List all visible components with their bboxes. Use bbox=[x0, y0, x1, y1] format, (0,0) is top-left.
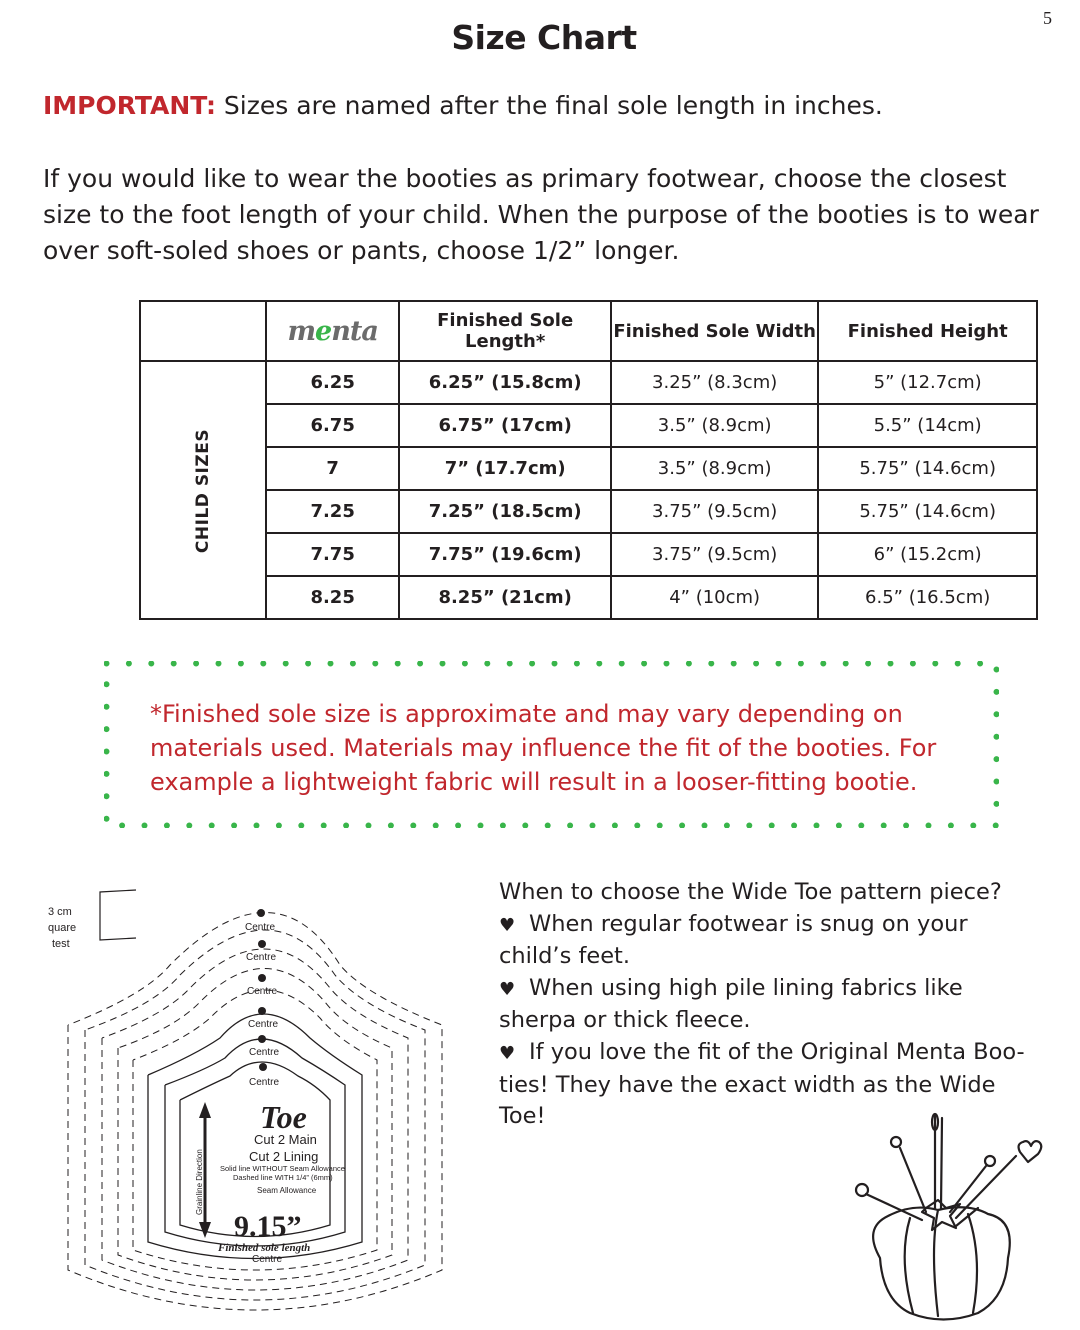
svg-text:Cut 2 Lining: Cut 2 Lining bbox=[249, 1149, 319, 1164]
svg-text:Grainline Direction: Grainline Direction bbox=[195, 1149, 204, 1215]
svg-text:Centre: Centre bbox=[246, 952, 277, 963]
page-number: 5 bbox=[1043, 8, 1052, 28]
toe-pattern-illustration bbox=[40, 880, 480, 1320]
width-cell: 3.25” (8.3cm) bbox=[611, 361, 818, 404]
svg-text:quare: quare bbox=[48, 922, 77, 934]
intro-paragraph: If you would like to wear the booties as primary footwear, choose the closest size to the foot length of your child. When the purpose of the booties is to wear over soft-soled shoes or pants, choose 1/2” longer. bbox=[43, 164, 1039, 265]
height-cell: 5.75” (14.6cm) bbox=[818, 490, 1037, 533]
important-label: IMPORTANT: bbox=[43, 91, 216, 120]
height-cell: 5.75” (14.6cm) bbox=[818, 447, 1037, 490]
menta-logo: menta bbox=[266, 301, 399, 361]
size-cell: 7 bbox=[266, 447, 399, 490]
svg-text:Centre: Centre bbox=[247, 986, 278, 997]
size-cell: 7.75 bbox=[266, 533, 399, 576]
size-cell: 7.25 bbox=[266, 490, 399, 533]
width-cell: 3.75” (9.5cm) bbox=[611, 490, 818, 533]
length-cell: 6.75” (17cm) bbox=[399, 404, 611, 447]
height-cell: 5.5” (14cm) bbox=[818, 404, 1037, 447]
header-sole-width: Finished Sole Width bbox=[611, 301, 818, 361]
height-cell: 6.5” (16.5cm) bbox=[818, 576, 1037, 619]
table-header-row bbox=[140, 301, 1037, 361]
width-cell: 3.5” (8.9cm) bbox=[611, 404, 818, 447]
header-sole-length: Finished Sole Length* bbox=[399, 301, 611, 361]
height-cell: 5” (12.7cm) bbox=[818, 361, 1037, 404]
width-cell: 4” (10cm) bbox=[611, 576, 818, 619]
svg-text:Centre: Centre bbox=[252, 1254, 283, 1265]
table-row bbox=[140, 576, 1037, 619]
size-cell: 6.25 bbox=[266, 361, 399, 404]
table-corner-cell bbox=[140, 301, 266, 361]
svg-text:Centre: Centre bbox=[248, 1019, 279, 1030]
svg-text:Centre: Centre bbox=[249, 1047, 280, 1058]
height-cell: 6” (15.2cm) bbox=[818, 533, 1037, 576]
length-cell: 7.75” (19.6cm) bbox=[399, 533, 611, 576]
child-sizes-label: CHILD SIZES bbox=[193, 428, 214, 553]
length-cell: 6.25” (15.8cm) bbox=[399, 361, 611, 404]
wide-toe-bullet: ♥ When regular footwear is snug on your child’s feet. bbox=[499, 910, 968, 970]
page-title: Size Chart bbox=[451, 18, 637, 57]
wide-toe-bullet: ♥ When using high pile lining fabrics like sherpa or thick fleece. bbox=[499, 974, 963, 1034]
heart-icon: ♥ bbox=[499, 978, 516, 1000]
header-height: Finished Height bbox=[818, 301, 1037, 361]
wide-toe-question: When to choose the Wide Toe pattern piece? bbox=[499, 879, 1002, 905]
width-cell: 3.5” (8.9cm) bbox=[611, 447, 818, 490]
svg-text:test: test bbox=[52, 938, 70, 950]
pincushion-icon bbox=[838, 1108, 1048, 1323]
size-chart-table bbox=[139, 300, 1038, 620]
svg-text:Finished sole length: Finished sole length bbox=[218, 1242, 311, 1254]
length-cell: 7.25” (18.5cm) bbox=[399, 490, 611, 533]
important-text: Sizes are named after the final sole length in inches. bbox=[215, 91, 883, 120]
svg-text:Cut 2 Main: Cut 2 Main bbox=[254, 1132, 317, 1147]
table-row bbox=[140, 447, 1037, 490]
wide-toe-section bbox=[499, 877, 1039, 1133]
svg-text:Solid line WITHOUT Seam Allowa: Solid line WITHOUT Seam Allowance bbox=[220, 1164, 345, 1173]
heart-icon: ♥ bbox=[499, 1042, 516, 1064]
sole-size-note: *Finished sole size is approximate and may vary depending on materials used. Materials may influence the fit of the booties. For example a lightweight fabric will result in a looser-fitting bootie. bbox=[150, 700, 937, 796]
table-row bbox=[140, 490, 1037, 533]
child-sizes-label-cell bbox=[140, 361, 266, 619]
length-cell: 7” (17.7cm) bbox=[399, 447, 611, 490]
svg-text:Centre: Centre bbox=[249, 1077, 280, 1088]
important-note bbox=[43, 90, 883, 122]
table-row bbox=[140, 404, 1037, 447]
svg-text:Centre: Centre bbox=[245, 922, 276, 933]
svg-text:9.15”: 9.15” bbox=[234, 1210, 302, 1243]
wide-toe-bullet: ♥ If you love the fit of the Original Menta Boo-ties! They have the exact width as the Wide Toe! bbox=[499, 1038, 1025, 1130]
svg-text:3 cm: 3 cm bbox=[48, 906, 72, 918]
length-cell: 8.25” (21cm) bbox=[399, 576, 611, 619]
svg-text:Seam Allowance: Seam Allowance bbox=[257, 1186, 317, 1195]
svg-text:Dashed line WITH 1/4” (6mm): Dashed line WITH 1/4” (6mm) bbox=[233, 1173, 333, 1182]
size-cell: 8.25 bbox=[266, 576, 399, 619]
table-row bbox=[140, 533, 1037, 576]
heart-icon: ♥ bbox=[499, 914, 516, 936]
svg-text:Toe: Toe bbox=[260, 1099, 307, 1135]
size-cell: 6.75 bbox=[266, 404, 399, 447]
width-cell: 3.75” (9.5cm) bbox=[611, 533, 818, 576]
table-row bbox=[140, 361, 1037, 404]
